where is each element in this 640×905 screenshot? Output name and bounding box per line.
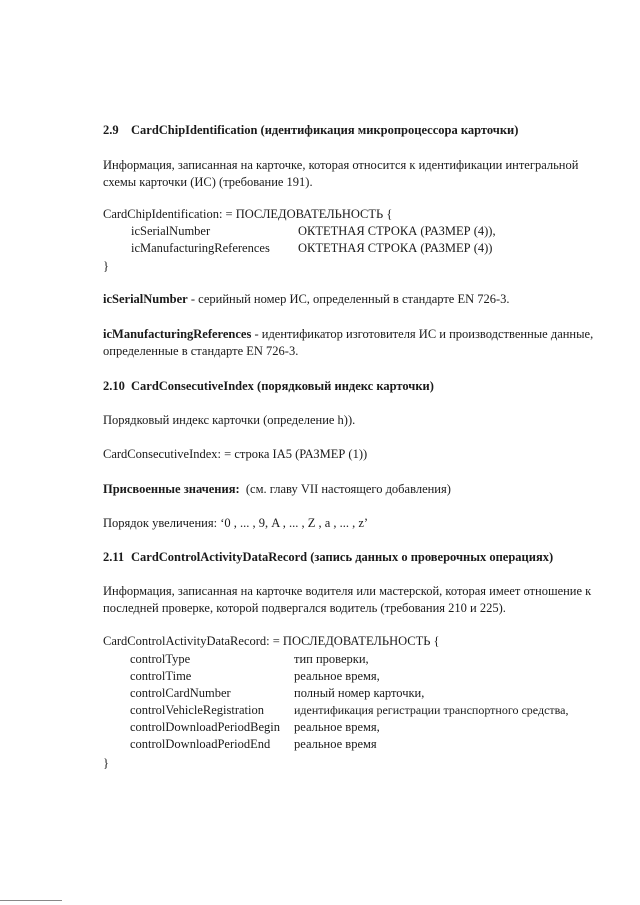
field-name: icManufacturingReferences	[131, 241, 270, 255]
field-name: controlVehicleRegistration	[130, 703, 264, 717]
field-name: icSerialNumber	[131, 224, 211, 238]
code-open-card-control-activity-data-record: CardControlActivityDataRecord: = ПОСЛЕДОВАТЕЛЬНОСТЬ {	[103, 634, 440, 648]
field-name: controlCardNumber	[130, 686, 231, 700]
code-open-card-chip-identification: CardChipIdentification: = ПОСЛЕДОВАТЕЛЬНОСТЬ {	[103, 207, 393, 221]
section-2-11-paragraph: Информация, записанная на карточке водителя или мастерской, которая имеет отношение к последней проверке, которой подвергался водитель (требования 210 и 225).	[103, 584, 592, 615]
section-2-9-paragraph: Информация, записанная на карточке, которая относится к идентификации интегральной схемы карточки (ИС) (требование 191).	[103, 158, 579, 189]
assigned-text: (см. главу VII настоящего добавления)	[245, 482, 451, 496]
section-title: CardChipIdentification (идентификация микропроцессора карточки)	[131, 123, 519, 137]
code-close: }	[103, 756, 109, 770]
field-type: реальное время,	[294, 669, 380, 683]
definition-text: - идентификатор изготовителя ИС и производственные данные, определенные в стандарте EN 726-3.	[103, 327, 594, 358]
code-card-consecutive-index: CardConsecutiveIndex: = строка IA5 (РАЗМЕР (1))	[103, 447, 368, 461]
section-2-9-heading	[103, 122, 518, 138]
assigned-values	[103, 481, 451, 497]
definition-term: icManufacturingReferences	[103, 327, 252, 341]
section-title: CardControlActivityDataRecord (запись данных о проверочных операциях)	[131, 550, 554, 564]
footnote-rule	[0, 900, 62, 901]
field-type: полный номер карточки,	[294, 686, 425, 700]
field-type: реальное время,	[294, 720, 380, 734]
definition-ic-manufacturing-references	[103, 326, 603, 360]
field-type: ОКТЕТНАЯ СТРОКА (РАЗМЕР (4)),	[298, 224, 496, 238]
section-number: 2.10	[103, 379, 125, 393]
field-name: controlDownloadPeriodEnd	[130, 737, 271, 751]
field-type: идентификация регистрации транспортного средства,	[294, 703, 569, 717]
definition-ic-serial-number	[103, 291, 603, 308]
field-type: ОКТЕТНАЯ СТРОКА (РАЗМЕР (4))	[298, 241, 493, 255]
section-2-10-heading	[103, 378, 434, 394]
assigned-term: Присвоенные значения:	[103, 482, 240, 496]
field-name: controlTime	[130, 669, 192, 683]
section-number: 2.9	[103, 123, 119, 137]
field-type: тип проверки,	[294, 652, 369, 666]
section-number: 2.11	[103, 550, 125, 564]
order-of-increase: Порядок увеличения: ‘0 , ... , 9, A , ... , Z , a , ... , z’	[103, 516, 369, 530]
section-2-10-paragraph: Порядковый индекс карточки (определение h)).	[103, 413, 356, 427]
code-close: }	[103, 259, 109, 273]
field-type: реальное время	[294, 737, 377, 751]
field-name: controlDownloadPeriodBegin	[130, 720, 280, 734]
field-name: controlType	[130, 652, 191, 666]
section-2-11-heading	[103, 549, 553, 565]
definition-term: icSerialNumber	[103, 292, 188, 306]
section-title: CardConsecutiveIndex (порядковый индекс карточки)	[131, 379, 434, 393]
definition-text: - серийный номер ИС, определенный в стандарте EN 726-3.	[187, 292, 510, 306]
